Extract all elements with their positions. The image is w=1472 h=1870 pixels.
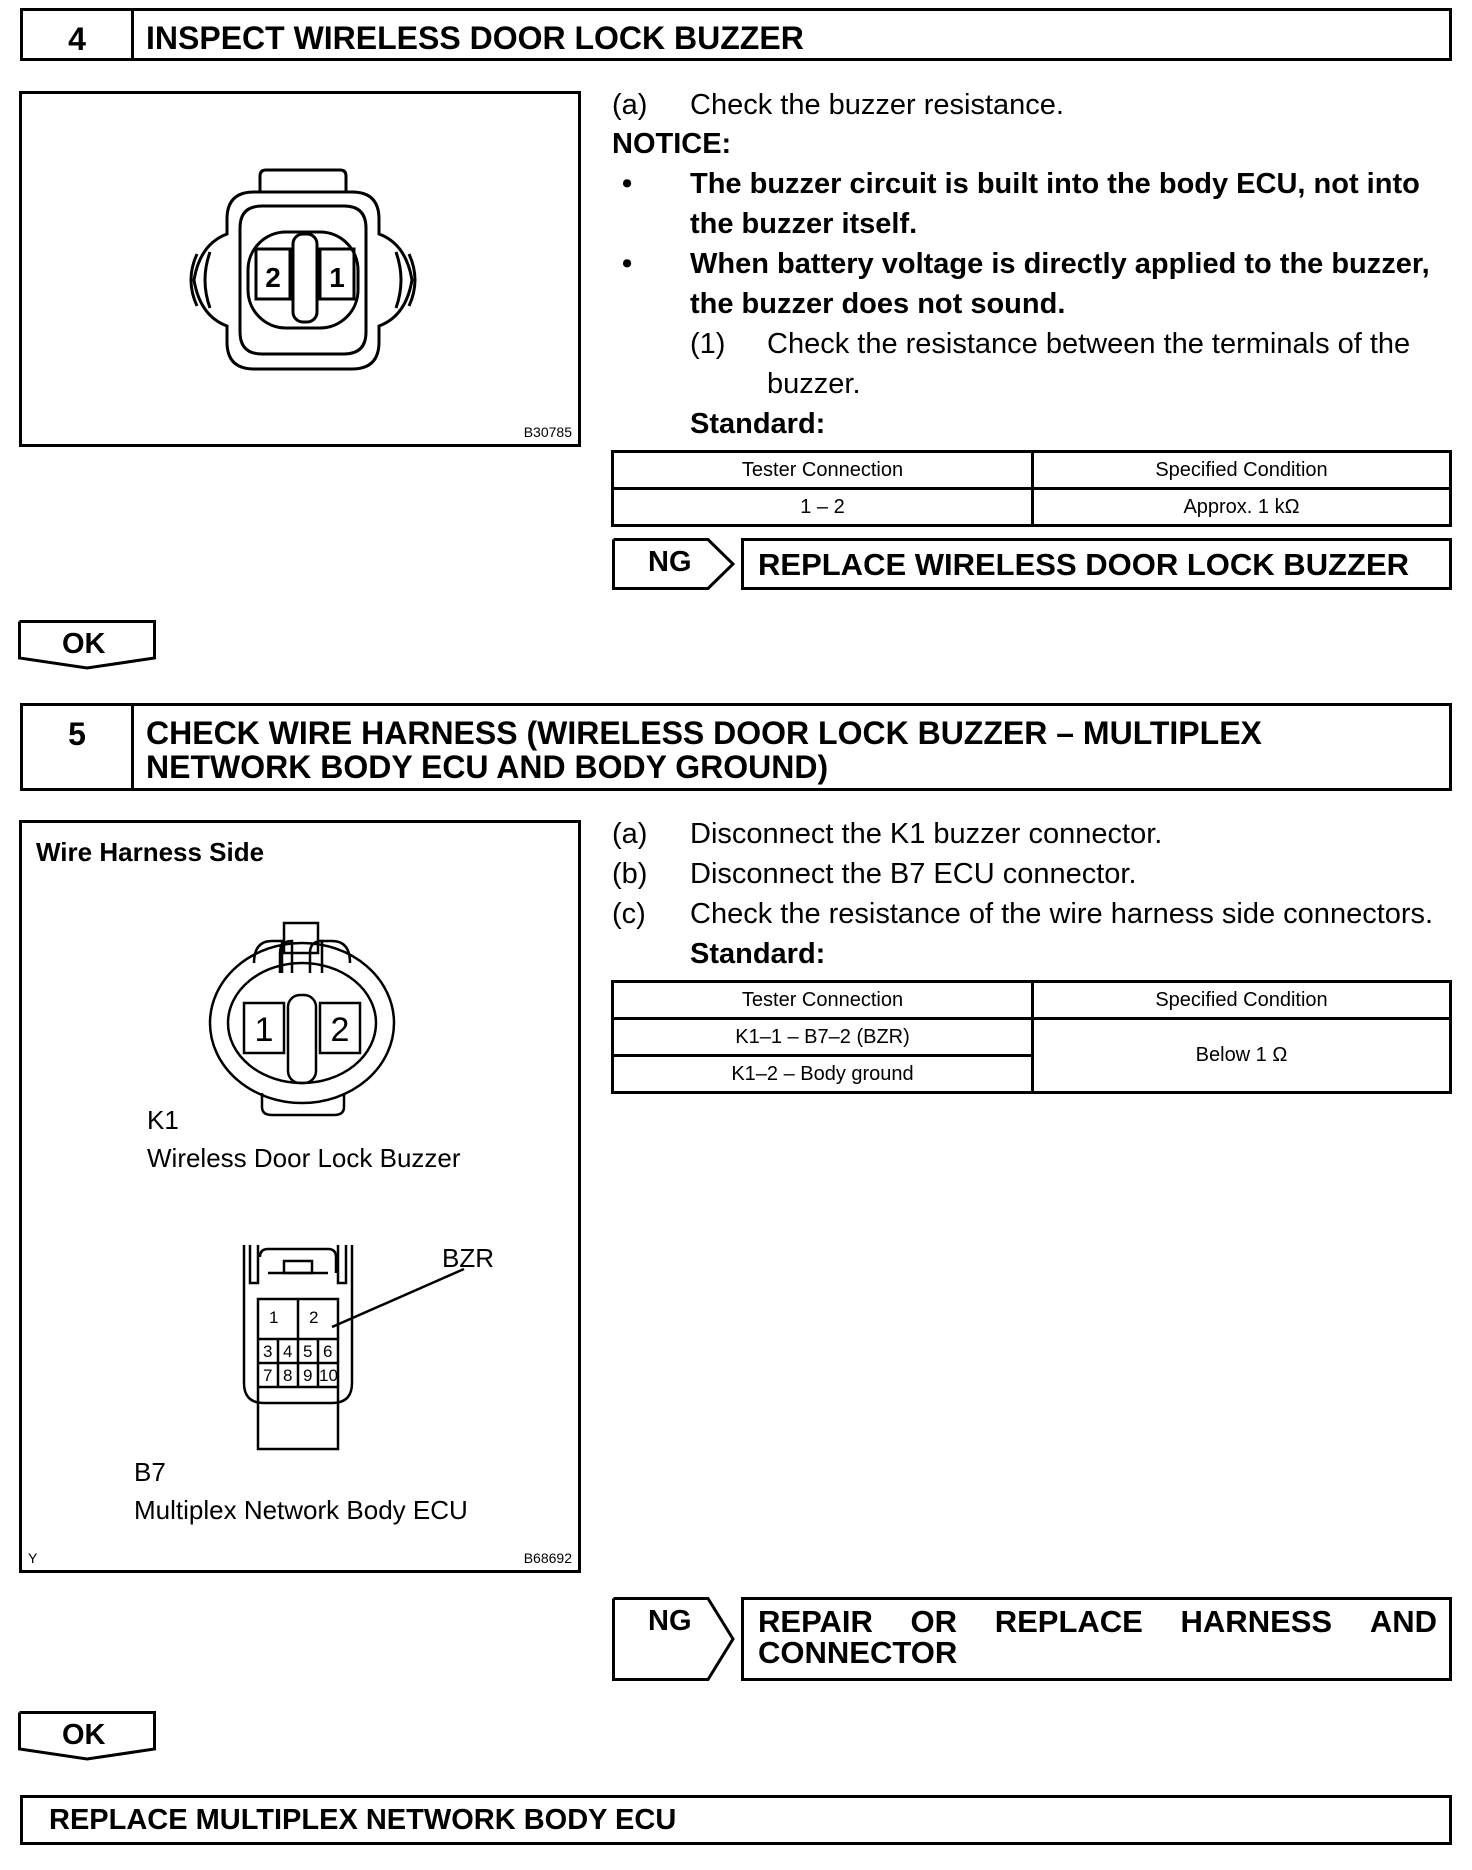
b7-connector-drawing (22, 1203, 578, 1603)
ng-action-4 (741, 538, 1452, 590)
wire-harness-figure (19, 820, 581, 1573)
k1-pin-2: 2 (330, 1011, 350, 1049)
b7-code: B7 (134, 1457, 166, 1487)
sub-step-1-line1: Check the resistance between the terminals of the (767, 328, 1411, 360)
standard-label-4: Standard: (690, 408, 826, 440)
step-4a-text: Check the buzzer resistance. (690, 89, 1064, 121)
step-5-title-line1: CHECK WIRE HARNESS (WIRELESS DOOR LOCK BUZZER – MULTIPLEX (146, 715, 1262, 751)
buzzer-pin-2: 2 (265, 262, 281, 293)
step-5-header (20, 703, 1452, 791)
step-5-title-line2: NETWORK BODY ECU AND BODY GROUND) (146, 749, 829, 785)
buzzer-connector-drawing (22, 94, 578, 444)
ng-arrow-5 (612, 1597, 736, 1681)
notice-bullet-2: • (622, 248, 633, 280)
step-5-number: 5 (23, 706, 134, 788)
sub-step-1-line2: buzzer. (767, 368, 861, 400)
bzr-label: BZR (442, 1243, 494, 1273)
step-4-number: 4 (23, 11, 134, 58)
ng-label-4: NG (648, 546, 692, 578)
buzzer-pin-1: 1 (329, 262, 345, 293)
k1-name: Wireless Door Lock Buzzer (147, 1143, 461, 1173)
step-4-header (20, 8, 1452, 61)
k1-code: K1 (147, 1105, 179, 1135)
step-5b-label: (b) (612, 858, 648, 890)
b7-pin-2: 2 (309, 1308, 319, 1327)
notice-bullet-1: • (622, 168, 633, 200)
ng-arrow-4 (612, 538, 736, 590)
ok-label-4: OK (62, 628, 106, 660)
figure-id-b30785: B30785 (523, 424, 572, 440)
b7-pin-10: 10 (319, 1366, 338, 1385)
ng-action-4-text: REPLACE WIRELESS DOOR LOCK BUZZER (758, 547, 1410, 582)
ok-arrow-4 (18, 620, 156, 670)
notice-2-line1: When battery voltage is directly applied to the buzzer, (690, 248, 1430, 280)
step-5a-label: (a) (612, 818, 648, 850)
ok-label-5: OK (62, 1719, 106, 1751)
table-4-header-connection: Tester Connection (613, 452, 1033, 489)
ng-action-5-line1 (758, 1606, 1437, 1637)
b7-pin-1: 1 (269, 1308, 279, 1327)
k1-pin-1: 1 (254, 1011, 274, 1049)
sub-step-1-label: (1) (690, 328, 726, 360)
ng-action-5-word-5: AND (1369, 1604, 1437, 1639)
ok-arrow-5 (18, 1711, 156, 1761)
standard-label-5: Standard: (690, 938, 826, 970)
final-action-text: REPLACE MULTIPLEX NETWORK BODY ECU (49, 1804, 677, 1836)
step-5c-text: Check the resistance of the wire harness side connectors. (690, 898, 1434, 930)
notice-1-line1: The buzzer circuit is built into the body ECU, not into (690, 168, 1420, 200)
b7-pin-9: 9 (303, 1366, 313, 1385)
step-5b-text: Disconnect the B7 ECU connector. (690, 858, 1137, 890)
step-5a-text: Disconnect the K1 buzzer connector. (690, 818, 1163, 850)
figure-heading: Wire Harness Side (36, 837, 265, 867)
b7-pin-7: 7 (263, 1366, 273, 1385)
final-action (20, 1795, 1452, 1845)
step-4-title: INSPECT WIRELESS DOOR LOCK BUZZER (146, 20, 804, 56)
b7-pin-6: 6 (323, 1342, 333, 1361)
table-4-header-condition: Specified Condition (1033, 452, 1451, 489)
step-4a-label: (a) (612, 89, 648, 121)
b7-name: Multiplex Network Body ECU (134, 1495, 468, 1525)
table-4-cell-connection: 1 – 2 (613, 489, 1033, 526)
step-5-title (134, 706, 1449, 788)
notice-2-line2: the buzzer does not sound. (690, 288, 1066, 320)
table-5-cell-connection-1: K1–1 – B7–2 (BZR) (613, 1019, 1033, 1056)
ng-action-5 (741, 1597, 1452, 1681)
notice-label: NOTICE: (612, 128, 732, 160)
figure-id-b68692: B68692 (523, 1550, 572, 1566)
ng-action-5-line2: CONNECTOR (758, 1635, 958, 1670)
table-5-header-connection: Tester Connection (613, 982, 1033, 1019)
table-5-cell-connection-2: K1–2 – Body ground (613, 1056, 1033, 1093)
k1-connector-drawing (22, 823, 578, 1133)
b7-pin-4: 4 (283, 1342, 293, 1361)
ng-action-5-word-4: HARNESS (1180, 1604, 1333, 1639)
ng-action-5-word-2: OR (910, 1604, 958, 1639)
step-5c-label: (c) (612, 898, 646, 930)
spec-table-4 (611, 450, 1452, 527)
spec-table-5 (611, 980, 1452, 1094)
b7-pin-8: 8 (283, 1366, 293, 1385)
buzzer-connector-figure (19, 91, 581, 447)
ng-action-5-word-3: REPLACE (994, 1604, 1143, 1639)
table-4-cell-condition: Approx. 1 kΩ (1033, 489, 1451, 526)
table-5-header-condition: Specified Condition (1033, 982, 1451, 1019)
table-5-cell-condition: Below 1 Ω (1033, 1019, 1451, 1093)
b7-pin-5: 5 (303, 1342, 313, 1361)
b7-pin-3: 3 (263, 1342, 273, 1361)
ng-action-5-word-1: REPAIR (758, 1604, 873, 1639)
notice-1-line2: the buzzer itself. (690, 208, 918, 240)
figure-corner-mark: Y (28, 1550, 38, 1566)
ng-label-5: NG (648, 1605, 692, 1637)
